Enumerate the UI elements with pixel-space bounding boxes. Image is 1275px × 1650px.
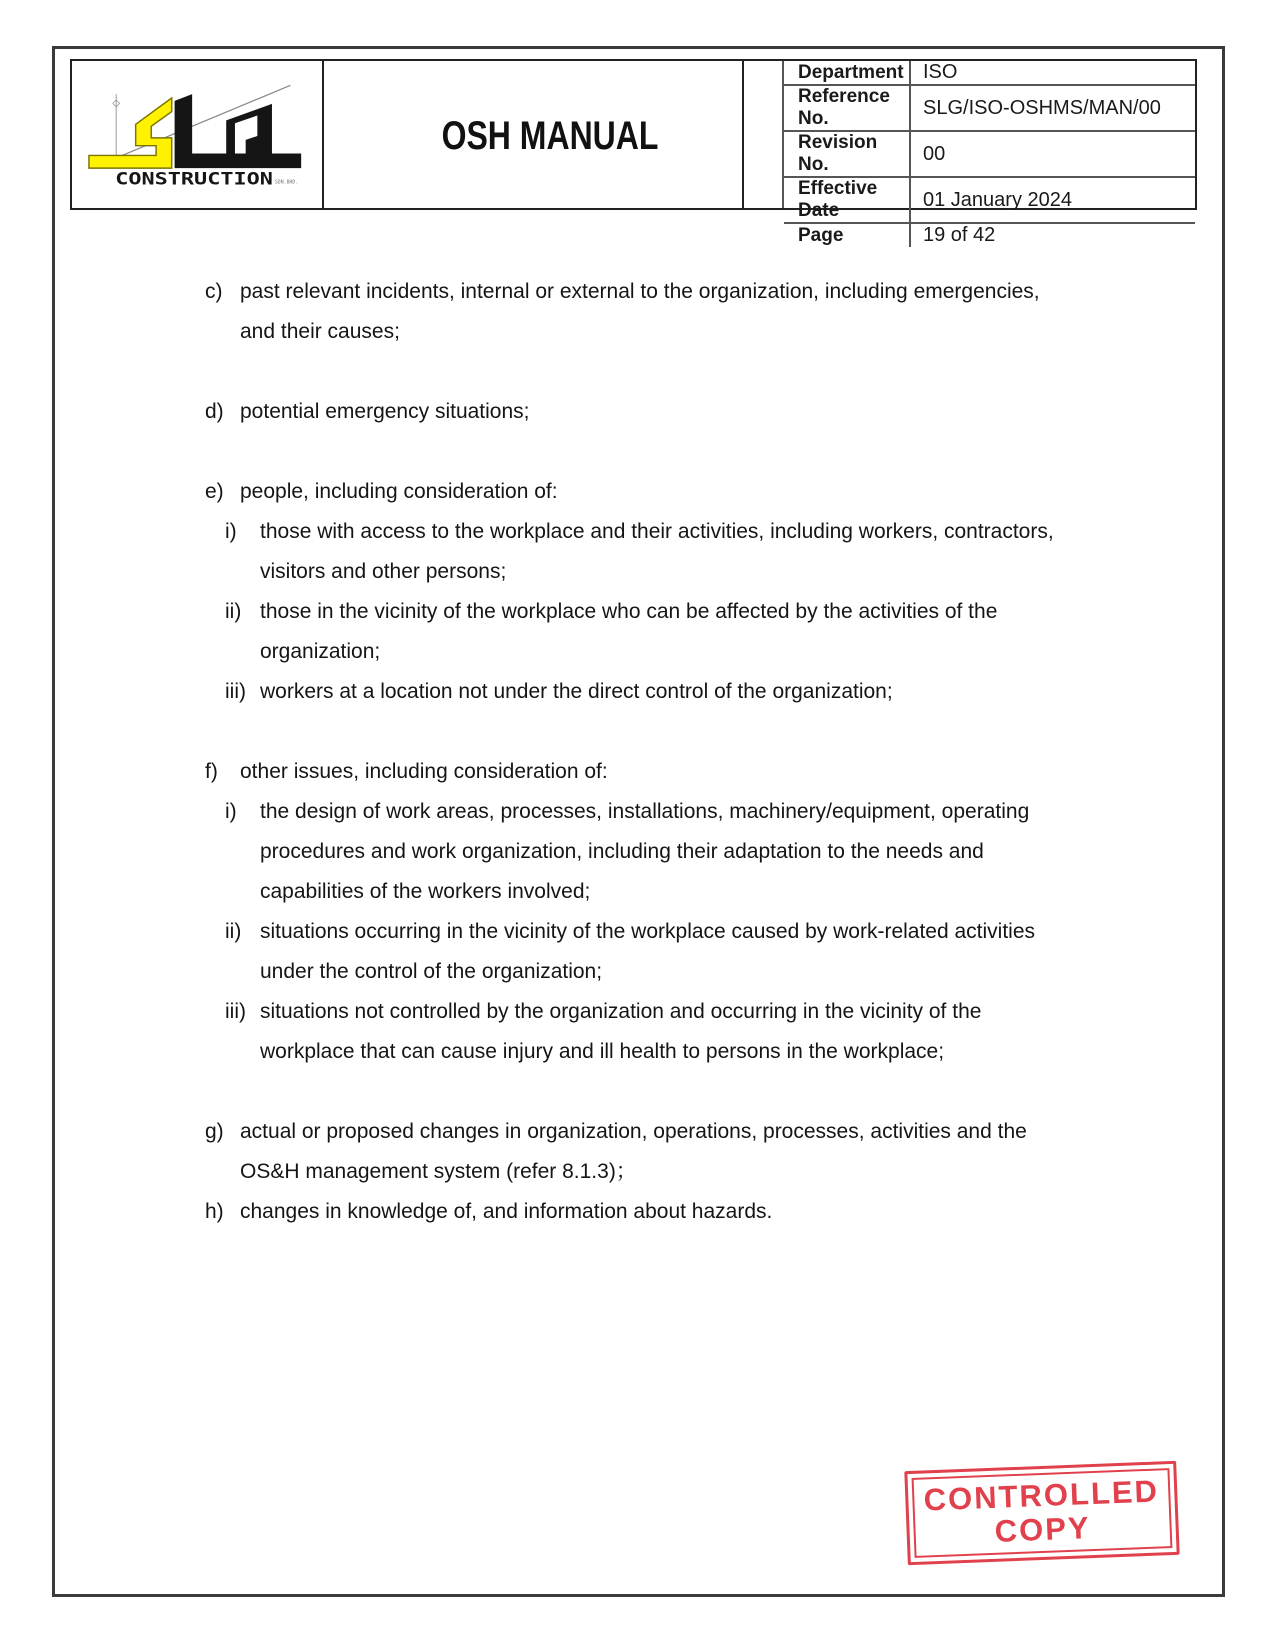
item-line: i) those with access to the workplace and their activities, including workers, contractors, (225, 512, 1275, 552)
stamp-text-line2: COPY (994, 1510, 1092, 1549)
info-row (784, 132, 1195, 178)
item-line: ii) those in the vicinity of the workplace who can be affected by the activities of the (225, 592, 1275, 632)
info-row (784, 86, 1195, 132)
body-item (225, 912, 1275, 992)
info-value: 01 January 2024 (923, 188, 1073, 211)
info-value: 00 (923, 142, 946, 165)
item-marker: i) (225, 800, 237, 823)
logo-construction-text: CONSTRUCTION (115, 169, 273, 189)
info-value: 19 of 42 (923, 224, 996, 246)
info-table (782, 61, 1195, 246)
info-label: Revision No. (784, 132, 911, 176)
body-text (0, 272, 1275, 1232)
info-label: Department (784, 61, 911, 84)
item-marker: iii) (225, 680, 246, 703)
item-line: OS&H management system (refer 8.1.3)； (240, 1160, 637, 1183)
item-line: f) other issues, including consideration of: (205, 752, 1275, 792)
body-item (225, 792, 1275, 912)
info-label: Page (784, 224, 911, 247)
body-item (205, 1192, 1275, 1232)
info-label: Reference No. (784, 86, 911, 130)
info-row (784, 178, 1195, 224)
body-item (225, 512, 1275, 592)
item-marker: iii) (225, 1000, 246, 1023)
controlled-copy-stamp (904, 1461, 1179, 1565)
slg-construction-logo (72, 61, 322, 208)
item-line: workplace that can cause injury and ill health to persons in the workplace; (260, 1040, 945, 1063)
item-marker: i) (225, 520, 237, 543)
item-line: g) actual or proposed changes in organization, operations, processes, activities and the (205, 1112, 1275, 1152)
item-line: and their causes; (240, 320, 400, 343)
item-line: h) changes in knowledge of, and information about hazards. (205, 1192, 1275, 1232)
logo-letter-s (89, 98, 172, 168)
item-marker: d) (205, 400, 224, 423)
item-line: c) past relevant incidents, internal or external to the organization, including emergencies, (205, 272, 1275, 312)
page-title: OSH MANUAL (441, 114, 659, 158)
item-line: d) potential emergency situations; (205, 392, 1275, 432)
item-line: visitors and other persons; (260, 560, 507, 583)
item-marker: e) (205, 480, 224, 503)
info-row (784, 224, 1195, 247)
body-item (205, 472, 1275, 512)
body-item (205, 272, 1275, 352)
item-marker: f) (205, 760, 218, 783)
body-item (205, 392, 1275, 432)
item-line: capabilities of the workers involved; (260, 880, 591, 903)
body-item (225, 672, 1275, 712)
item-line: iii) situations not controlled by the organization and occurring in the vicinity of the (225, 992, 1275, 1032)
item-line: organization; (260, 640, 381, 663)
body-item (205, 1112, 1275, 1192)
body-item (225, 992, 1275, 1072)
info-row (784, 61, 1195, 86)
body-item (205, 752, 1275, 792)
stamp-text-line1: CONTROLLED (923, 1473, 1160, 1518)
header-divider-1 (322, 61, 324, 208)
item-line: e) people, including consideration of: (205, 472, 1275, 512)
item-marker: h) (205, 1200, 224, 1223)
item-marker: g) (205, 1120, 224, 1143)
item-marker: ii) (225, 920, 242, 943)
body-item (225, 592, 1275, 672)
info-value: ISO (923, 61, 958, 83)
logo-suffix-text: SDN.BHD. (274, 179, 299, 186)
info-value: SLG/ISO-OSHMS/MAN/00 (923, 96, 1161, 119)
item-line: procedures and work organization, including their adaptation to the needs and (260, 840, 984, 863)
info-label: Effective Date (784, 178, 911, 222)
stamp-frame (912, 1468, 1173, 1558)
item-line: i) the design of work areas, processes, installations, machinery/equipment, operating (225, 792, 1275, 832)
header-box (70, 59, 1197, 246)
item-line: ii) situations occurring in the vicinity of the workplace caused by work-related activities (225, 912, 1275, 952)
item-line: under the control of the organization; (260, 960, 603, 983)
header-divider-2 (742, 61, 744, 208)
item-marker: ii) (225, 600, 242, 623)
item-line: iii) workers at a location not under the direct control of the organization; (225, 672, 1275, 712)
item-marker: c) (205, 280, 223, 303)
